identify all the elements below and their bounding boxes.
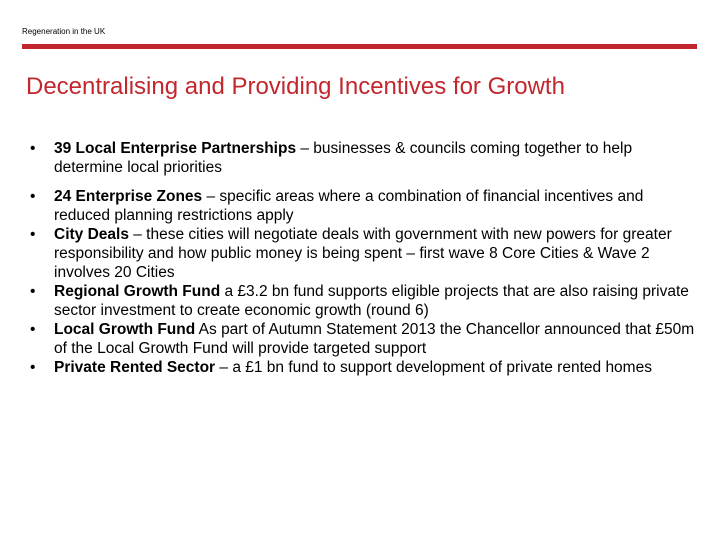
bullet-body: – these cities will negotiate deals with government with new powers for greater responsibility and how public money is being spent – first wave 8 Core Cities & Wave 2 involves 20 Cities [54,226,672,281]
bullet-marker: • [30,226,36,243]
bullet-item-local-growth-fund [30,320,702,358]
header-divider [22,44,697,49]
bullet-marker: • [30,140,36,157]
bullet-heading: Local Growth Fund [54,321,196,338]
bullet-heading: City Deals [54,226,129,243]
bullet-text [54,188,643,224]
slide-title: Decentralising and Providing Incentives for Growth [26,73,565,100]
bullet-body: a £3.2 bn fund supports eligible projects that are also raising private sector investment to create economic growth (round 6) [54,283,689,319]
header-label: Regeneration in the UK [22,27,106,36]
bullet-heading: Regional Growth Fund [54,283,221,300]
bullet-text [54,321,694,357]
bullet-body: – a £1 bn fund to support development of private rented homes [215,359,652,376]
bullet-text [54,283,689,319]
bullet-heading: 24 Enterprise Zones [54,188,203,205]
bullet-item-private-rented-sector [30,358,702,377]
bullet-item-local-enterprise-partnerships [30,139,702,177]
bullet-marker: • [30,188,36,205]
bullet-item-regional-growth-fund [30,282,702,320]
bullet-item-city-deals [30,225,702,282]
bullet-text [54,226,672,281]
bullet-body: As part of Autumn Statement 2013 the Chancellor announced that £50m of the Local Growth Fund will provide targeted support [54,321,695,357]
bullet-heading: Private Rented Sector [54,359,216,376]
bullet-marker: • [30,321,36,338]
bullet-marker: • [30,359,36,376]
bullet-item-enterprise-zones [30,187,702,225]
bullet-text [54,140,632,176]
bullet-text [54,359,652,376]
bullet-body: – businesses & councils coming together to help determine local priorities [54,140,633,176]
bullet-marker: • [30,283,36,300]
bullet-heading: 39 Local Enterprise Partnerships [54,140,297,157]
bullet-list [30,139,702,377]
bullet-body: – specific areas where a combination of financial incentives and reduced planning restrictions apply [54,188,644,224]
